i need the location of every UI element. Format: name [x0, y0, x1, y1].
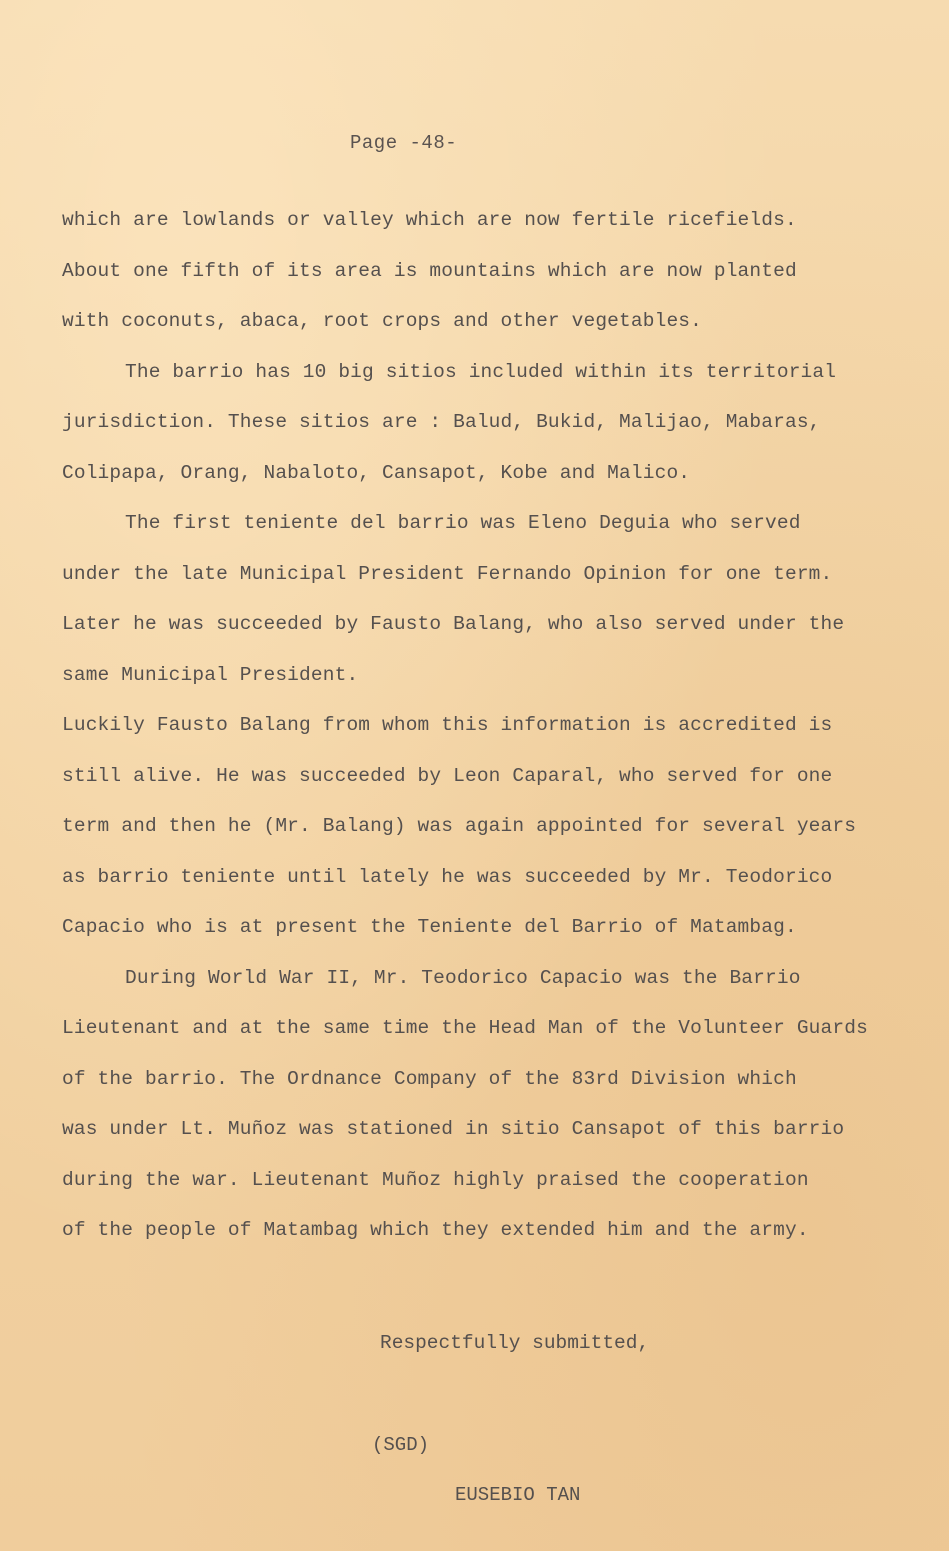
- paragraph-start-line: The barrio has 10 big sitios included within its territorial: [125, 360, 837, 383]
- page-number: Page -48-: [350, 132, 458, 154]
- body-text: [62, 202, 922, 1263]
- text-line: About one fifth of its area is mountains which are now planted: [62, 259, 797, 282]
- paragraph-start-line: The first teniente del barrio was Eleno Deguia who served: [125, 512, 801, 534]
- text-line: under the late Municipal President Fernando Opinion for one term.: [62, 562, 833, 585]
- text-line: jurisdiction. These sitios are : Balud, Bukid, Malijao, Mabaras,: [62, 411, 821, 433]
- text-line: Luckily Fausto Balang from whom this information is accredited is: [62, 714, 833, 736]
- text-line: still alive. He was succeeded by Leon Caparal, who served for one: [62, 764, 833, 787]
- text-line: during the war. Lieutenant Muñoz highly praised the cooperation: [62, 1168, 809, 1191]
- signer-name: EUSEBIO TAN: [455, 1484, 581, 1506]
- text-line: of the people of Matambag which they extended him and the army.: [62, 1219, 809, 1241]
- text-line: Later he was succeeded by Fausto Balang, who also served under the: [62, 613, 845, 635]
- text-line: Colipapa, Orang, Nabaloto, Cansapot, Kobe and Malico.: [62, 461, 691, 484]
- text-line: same Municipal President.: [62, 663, 359, 686]
- text-line: of the barrio. The Ordnance Company of the 83rd Division which: [62, 1067, 797, 1090]
- text-line: as barrio teniente until lately he was succeeded by Mr. Teodorico: [62, 865, 833, 888]
- text-line: was under Lt. Muñoz was stationed in sitio Cansapot of this barrio: [62, 1118, 845, 1140]
- text-line: which are lowlands or valley which are now fertile ricefields.: [62, 209, 797, 231]
- text-line: Lieutenant and at the same time the Head Man of the Volunteer Guards: [62, 1017, 868, 1039]
- paragraph-start-line: During World War II, Mr. Teodorico Capacio was the Barrio: [125, 966, 801, 989]
- text-line: with coconuts, abaca, root crops and other vegetables.: [62, 310, 703, 332]
- closing-salutation: Respectfully submitted,: [380, 1332, 650, 1354]
- text-line: term and then he (Mr. Balang) was again appointed for several years: [62, 815, 857, 837]
- signature-mark: (SGD): [372, 1434, 430, 1456]
- text-line: Capacio who is at present the Teniente del Barrio of Matambag.: [62, 916, 797, 938]
